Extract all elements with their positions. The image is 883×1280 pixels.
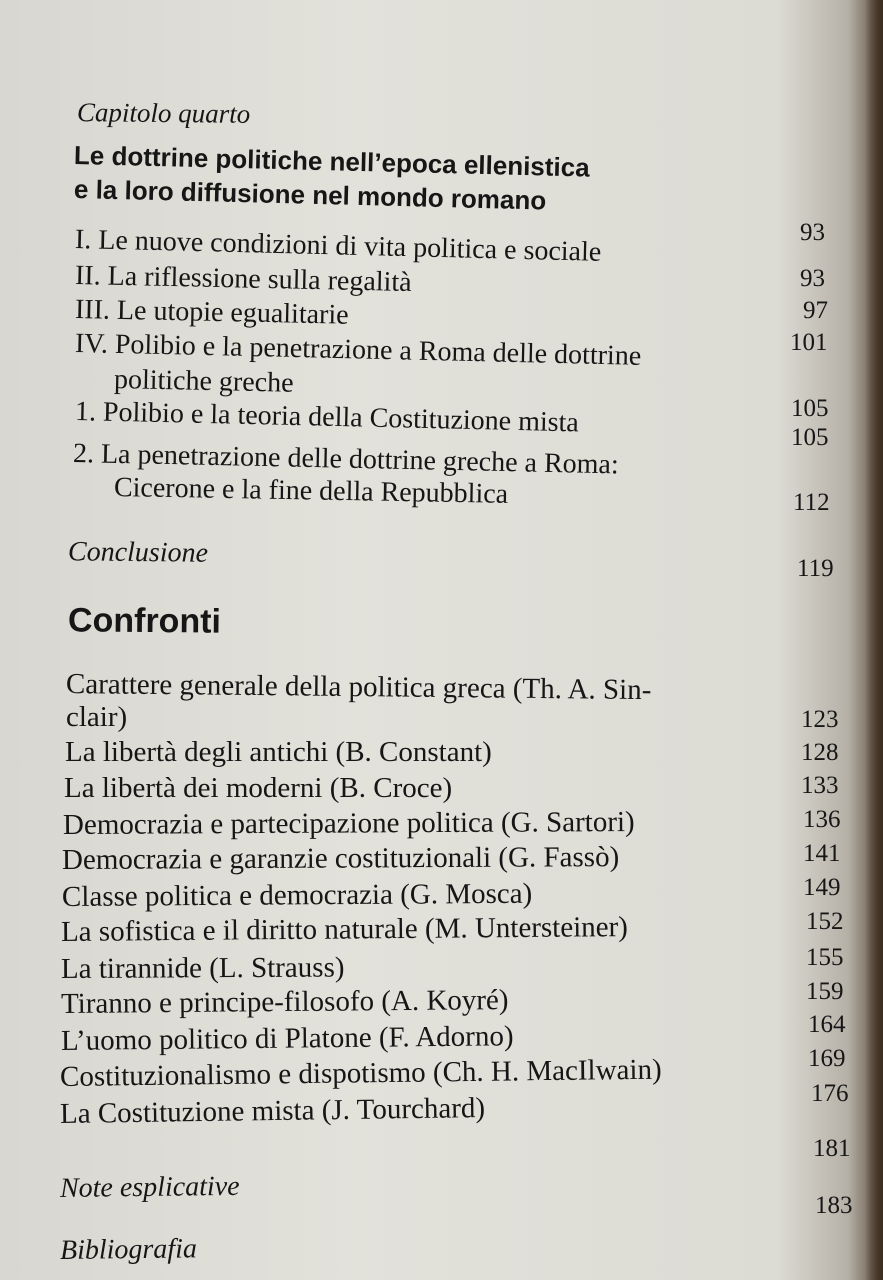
toc-extra-page: 112 [793,489,830,516]
conclusione-label: Conclusione [67,536,209,569]
confronti-entry-page: 136 [803,806,841,833]
note-esplicative-label: Note esplicative [59,1170,240,1204]
chapter-label: Capitolo quarto [76,97,251,129]
confronti-entry-page: 123 [801,706,839,733]
confronti-heading: Confronti [67,601,222,641]
toc-entry-text-continued: Cicerone e la fine della Repubblica [113,472,509,510]
confronti-entry-text: La Costituzione mista (J. Tourchard) [59,1092,486,1130]
toc-entry-text: 1. Polibio e la teoria della Costituzione mista [74,396,580,439]
toc-entry-text: III. Le utopie egualitarie [74,294,349,331]
confronti-entry-text: Carattere generale della politica greca (Th. A. Sin- [65,668,652,707]
confronti-entry-page: 176 [811,1080,849,1107]
conclusione-page: 119 [797,555,834,582]
confronti-entry-text: La sofistica e il diritto naturale (M. Untersteiner) [60,911,629,948]
bibliografia-label: Bibliografia [59,1233,198,1266]
confronti-entry-text: La libertà degli antichi (B. Constant) [65,736,492,768]
toc-entry-text: I. Le nuove condizioni di vita politica e sociale [74,224,602,268]
toc-entry-page: 97 [803,297,828,324]
toc-entry-page: 101 [790,329,828,356]
toc-entry-text: IV. Polibio e la penetrazione a Roma delle dottrine [74,328,642,372]
confronti-extra-page: 181 [813,1135,851,1162]
confronti-entry-page: 152 [806,908,844,935]
confronti-entry-page: 164 [808,1011,846,1038]
toc-entry-text: II. La riflessione sulla regalità [74,260,412,299]
confronti-entry-text: Democrazia e partecipazione politica (G. Sartori) [62,806,635,841]
confronti-entry-page: 169 [808,1045,846,1072]
toc-entry-text-continued: politiche greche [113,364,294,399]
confronti-entry-text: La tirannide (L. Strauss) [60,951,345,985]
chapter-title-line-1: Le dottrine politiche nell’epoca ellenistica [73,140,591,183]
confronti-entry-text-continued: clair) [66,701,128,733]
toc-entry-page: 93 [800,265,825,292]
confronti-entry-page: 159 [806,978,844,1005]
confronti-entry-page: 133 [801,772,839,799]
confronti-entry-text: Democrazia e garanzie costituzionali (G. Fassò) [61,841,620,876]
book-spine-shadow [865,0,883,1280]
confronti-entry-text: La libertà dei moderni (B. Croce) [64,772,453,804]
toc-entry-page: 93 [800,219,825,246]
confronti-entry-page: 128 [801,739,839,766]
toc-entry-text: 2. La penetrazione delle dottrine greche a Roma: [72,438,619,481]
confronti-entry-text: Classe politica e democrazia (G. Mosca) [61,877,533,913]
confronti-entry-page: 155 [806,944,844,971]
chapter-title-line-2: e la loro diffusione nel mondo romano [73,174,547,216]
confronti-entry-page: 149 [803,874,841,901]
confronti-entry-text: Costituzionalismo e dispotismo (Ch. H. MacIlwain) [59,1053,662,1093]
confronti-entry-text: L’uomo politico di Platone (F. Adorno) [60,1020,514,1057]
note-esplicative-page: 183 [815,1192,853,1219]
toc-entry-page: 105 [791,424,829,451]
toc-entry-page: 105 [791,395,829,422]
confronti-entry-text: Tiranno e principe-filosofo (A. Koyré) [60,984,509,1020]
confronti-entry-page: 141 [803,840,841,867]
